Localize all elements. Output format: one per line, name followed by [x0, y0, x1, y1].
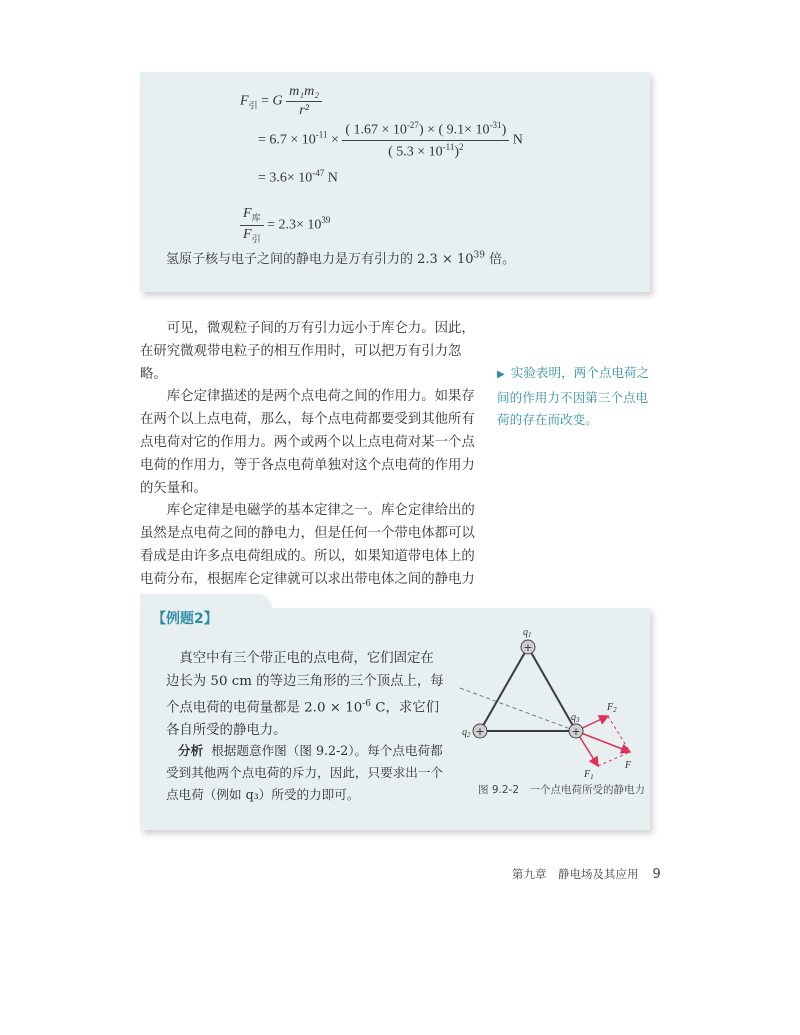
paragraph-1: 可见，微观粒子间的万有引力远小于库仑力。因此，在研究微观带电粒子的相互作用时，可以把万有引力忽略。 — [140, 321, 475, 382]
svg-text:+: + — [475, 725, 485, 738]
label-f2: $F_2$ — [607, 702, 617, 714]
formula-gravity: $F_引 = G$ $\frac{\text{m₁m₂}}{\text{r²}}$ — [240, 84, 322, 119]
example-analysis: 分析 根据题意作图（图 9.2-2）。每个点电荷都受到其他两个点电荷的斥力，因此，只要求出一个点电荷（例如 q₃）所受的力即可。 — [166, 743, 444, 802]
label-f1: $F_1$ — [584, 769, 594, 781]
triangle-marker-icon: ▶ — [497, 369, 505, 380]
body-text — [140, 318, 475, 614]
substitution-fraction: $\frac{( 1.67 \times 10^{-27}) \times ( 9.1\times 10^{-31})}{( 5.3 \times 10^{-11})^2}$ — [342, 120, 509, 160]
svg-text:+: + — [571, 725, 581, 738]
charge-q1 — [521, 640, 535, 654]
calc-conclusion: 氢原子核与电子之间的静电力是万有引力的 $2.3 \times 10^{39}$ 倍。 — [166, 250, 516, 267]
charge-q3 — [569, 724, 583, 738]
charge-q2 — [473, 724, 487, 738]
parallelogram-dash-1 — [608, 716, 630, 752]
label-q2: $q_2$ — [462, 727, 471, 739]
triangle-charge-figure — [450, 622, 650, 792]
paragraph-2: 库仑定律描述的是两个点电荷之间的作用力。如果存在两个以上点电荷，那么，每个点电荷都要受到其他所有点电荷对它的作用力。两个或两个以上点电荷对某一个点电荷的作用力，等于各点电荷单独对这个点电荷的作用力的矢量和。 — [140, 389, 475, 496]
label-q1: $q_1$ — [523, 627, 532, 639]
ratio-fraction: $\frac{F_库}{F_引}$ — [240, 206, 264, 245]
example-title: 【例题2】 — [152, 611, 218, 627]
label-q3: $q_3$ — [571, 712, 580, 724]
mass-fraction: $\frac{\text{m₁m₂}}{\text{r²}}$ — [286, 84, 322, 119]
page-number: 9 — [652, 867, 661, 882]
chapter-title: 第九章 静电场及其应用 — [512, 867, 639, 881]
side-note: ▶ 实验表明，两个点电荷之间的作用力不因第三个点电荷的存在而改变。 — [497, 365, 650, 427]
formula-ratio: $\frac{F_库}{F_引}$ = $2.3\times 10^{39}$ — [240, 206, 330, 245]
equilateral-triangle — [480, 647, 576, 731]
formula-substitution: = $6.7 \times 10^{-11}$ × $\frac{( 1.67 \times 10^{-27}) \times ( 9.1\times 10^{-31})}{( 5.3 \times 10^{-11})^2}$ N — [258, 120, 523, 160]
analysis-label: 分析 — [178, 743, 204, 758]
page-footer — [512, 866, 661, 882]
label-f: F — [625, 760, 632, 771]
formula-result: = $3.6\times 10^{-47}$ N — [258, 168, 338, 186]
force-resultant-arrow — [576, 731, 630, 752]
figure-caption: 图 9.2-2 一个点电荷所受的静电力 — [478, 784, 646, 796]
paragraph-3: 库仑定律是电磁学的基本定律之一。库仑定律给出的虽然是点电荷之间的静电力，但是任何一个带电体都可以看成是由许多点电荷组成的。所以，如果知道带电体上的电荷分布，根据库仑定律就可以求出带电体之间的静电力 — [140, 503, 475, 587]
example-problem: 真空中有三个带正电的点电荷，它们固定在边长为 50 cm 的等边三角形的三个顶点上，每个点电荷的电荷量都是 $2.0 \times 10^{-6}$ C，求它们各自所受的静电力。 — [166, 651, 444, 738]
svg-text:+: + — [523, 641, 533, 654]
